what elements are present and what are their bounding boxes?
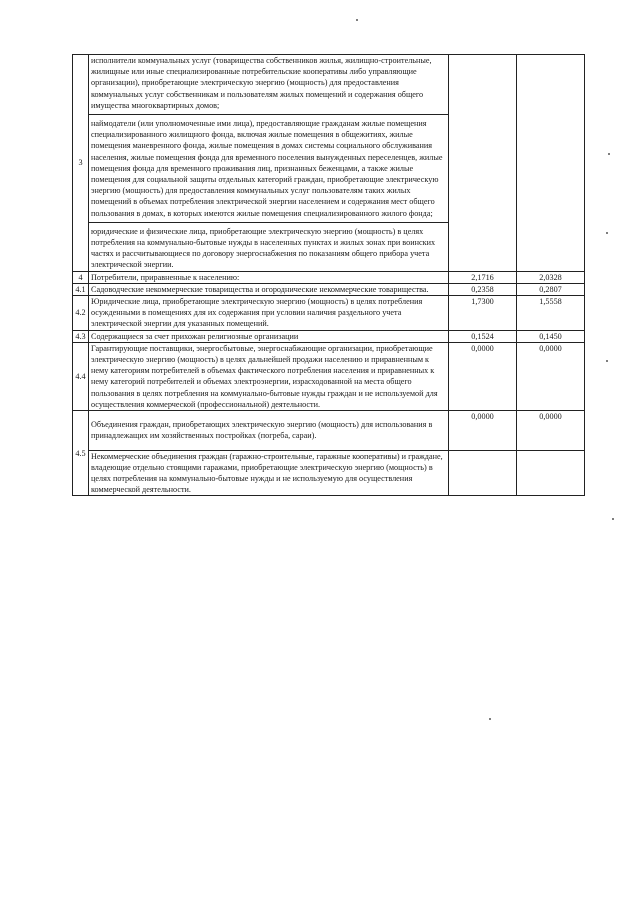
row-description xyxy=(89,55,449,272)
table-row xyxy=(73,296,585,331)
value-cell: 1,5558 xyxy=(517,296,585,331)
row-number: 3 xyxy=(73,55,89,272)
value-cell: 0,1524 xyxy=(449,330,517,342)
row-description: Садоводческие некоммерческие товарищества и огороднические некоммерческие товарищества. xyxy=(89,283,449,295)
row-number: 4.3 xyxy=(73,330,89,342)
value-cell: 2,1716 xyxy=(449,271,517,283)
table-row xyxy=(73,411,585,450)
value-cell: 0,1450 xyxy=(517,330,585,342)
row-description: Гарантирующие поставщики, энергосбытовые, энергоснабжающие организации, приобретающие электрическую энергию (мощность) в целях дальнейшей продажи населению и приравненным к нему категориям потребителей в объемах фактического потребления населения и приравненных к нему категорий потребителей и объемах электроэнергии, израсходованной на места общего пользования в целях потребления на коммунально-бытовые нужды граждан и не используемой для осуществления коммерческой (профессиональной) деятельности. xyxy=(89,342,449,410)
table-row xyxy=(73,55,585,272)
row-description: Содержащиеся за счет прихожан религиозные организации xyxy=(89,330,449,342)
value-cell: 0,2807 xyxy=(517,283,585,295)
row-description: Юридические лица, приобретающие электрическую энергию (мощность) в целях потребления осужденными в помещениях для их содержания при условии наличия раздельного учета электрической энергии для указанных помещений. xyxy=(89,296,449,331)
value-cell: 0,0000 xyxy=(517,342,585,410)
scan-speck xyxy=(489,718,491,720)
row-paragraph: юридические и физические лица, приобретающие электрическую энергию (мощность) в целях потребления на коммунально-бытовые нужды в населенных пунктах и жилых зонах при воинских частях и рассчитывающиеся по договору энергоснабжения по показаниям общего прибора учета электрической энергии. xyxy=(91,226,436,270)
value-cell xyxy=(449,450,517,496)
table-row xyxy=(73,450,585,496)
row-description: Некоммерческие объединения граждан (гаражно-строительные, гаражные кооперативы) и граждане, владеющие отдельно стоящими гаражами, приобретающие электрическую энергию (мощность) в целях потребления на коммунально-бытовые нужды и не используемую для осуществления коммерческой деятельности. xyxy=(89,450,449,496)
row-number: 4.1 xyxy=(73,283,89,295)
row-number: 4.5 xyxy=(73,411,89,496)
table-row xyxy=(73,342,585,410)
row-description: Объединения граждан, приобретающих электрическую энергию (мощность) для использования в принадлежащих им хозяйственных постройках (погреба, сараи). xyxy=(89,411,449,450)
divider xyxy=(89,222,448,223)
value-cell: 0,0000 xyxy=(517,411,585,450)
value-cell: 1,7300 xyxy=(449,296,517,331)
table-row xyxy=(73,330,585,342)
value-cell xyxy=(517,450,585,496)
row-number: 4 xyxy=(73,271,89,283)
value-cell: 0,0000 xyxy=(449,411,517,450)
value-cell: 2,0328 xyxy=(517,271,585,283)
divider xyxy=(89,114,448,115)
value-cell: 0,2358 xyxy=(449,283,517,295)
scan-speck xyxy=(608,153,610,155)
tariff-table xyxy=(72,54,585,496)
row-number: 4.2 xyxy=(73,296,89,331)
scan-speck xyxy=(606,232,608,234)
table-row xyxy=(73,283,585,295)
table-row xyxy=(73,271,585,283)
row-number: 4.4 xyxy=(73,342,89,410)
value-cell xyxy=(517,55,585,272)
row-paragraph: наймодатели (или уполномоченные ими лица), предоставляющие гражданам жилые помещения специализированного жилищного фонда, включая жилые помещения в общежитиях, жилые помещения маневренного фонда, жилые помещения в домах системы социального обслуживания населения, жилые помещения фонда для временного поселения вынужденных переселенцев, жилые помещения фонда для временного проживания лиц, признанных беженцами, а также жилые помещения для социальной защиты отдельных категорий граждан, приобретающие электрическую энергию (мощность) для предоставления коммунальных услуг пользователям таких жилых помещений в объемах потребления электрической энергии населением и содержания мест общего пользования в домах, в которых имеются жилые помещения специализированного жилого фонда; xyxy=(91,119,443,218)
scan-speck xyxy=(606,360,608,362)
row-paragraph: исполнители коммунальных услуг (товарищества собственников жилья, жилищно-строительные, жилищные или иные специализированные потребительские кооперативы либо управляющие организации), приобретающие электрическую энергию (мощность) для предоставления коммунальных услуг собственникам и пользователям жилых помещений и содержания общего имущества многоквартирных домов; xyxy=(91,56,432,110)
scan-speck xyxy=(612,518,614,520)
value-cell: 0,0000 xyxy=(449,342,517,410)
value-cell xyxy=(449,55,517,272)
scan-speck xyxy=(356,19,358,21)
row-description: Потребители, приравненные к населению: xyxy=(89,271,449,283)
